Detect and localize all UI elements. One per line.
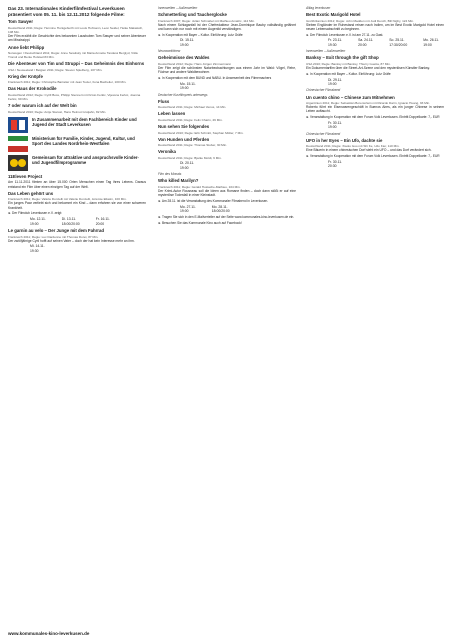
film-text: Ein junges Paar verliebt sich und bekommt ein Kind – dann erfahren sie von einer schweren Krankheit. bbox=[8, 201, 146, 210]
film-text: Roberto führt ein Eisenwarengeschäft in Buenos Aires, als ein junger Chinese in seinem Leben auftaucht. bbox=[306, 105, 444, 114]
film-meta: Frankreich 2011; Regie: Christophe Barratier mit Jean Texier, Ilona Bachelier, 100 Min. bbox=[8, 80, 127, 85]
city-logo-icon bbox=[8, 117, 28, 133]
film-meta: Deutschland 2012; Regie: Hans Jürgen Zimmermann bbox=[158, 62, 232, 67]
film-text: Der zwölfjährige Cyril hofft auf seinen Vater – doch der hat kein Interesse mehr an ihm. bbox=[8, 238, 135, 243]
date-item: Mo. 27.11. 19:00 bbox=[180, 204, 196, 213]
ministry-text: Ministerium für Familie, Kinder, Jugend, Kultur, und Sport des Landes Nordrhein-Westfalen bbox=[32, 135, 135, 146]
film-title: Banksy – Exit through the gift Shop bbox=[306, 55, 379, 61]
date-item: Mo. 28.11. 18:00/20:00 bbox=[211, 204, 230, 213]
film-meta: Frankreich 2011; Regie: Luc Dardenne mit Thomas Doret, 87 Min. bbox=[8, 234, 99, 239]
partner-logo-block bbox=[8, 117, 146, 133]
date-item: Mi. 14.11. 19:30 bbox=[30, 244, 45, 253]
column-right bbox=[306, 6, 444, 171]
bullet-note: ► In Kooperation mit Bayer – Kultur. Einführung: Lutz Gräfe bbox=[306, 71, 391, 76]
section-label: Film des Monats bbox=[158, 172, 182, 177]
column-left bbox=[8, 6, 146, 255]
bullet-note: ► Veranstaltung in Kooperation mit dem Forum Volk Leverkusen. Eintritt Doppelkarte: 7,- EUR bbox=[306, 115, 440, 120]
screening-dates bbox=[30, 217, 146, 226]
film-text: Der Film zeigt die schönsten Naturbeobachtungen aus einem Jahr im Wald: Vögel, Rehe, Füchse und andere Waldbewohner. bbox=[158, 66, 296, 75]
bullet-note: ► Tragen Sie sich in den E-Mailverteiler auf der Seite www.kommunales-kino-leverkusen.de ein. bbox=[158, 215, 295, 220]
date-item: Fr. 30.11. 19:00 bbox=[328, 120, 343, 130]
bullet-note: ► Am 28.11. ist die Veranstaltung des Kommunaler Filmabend in Leverkusen. bbox=[158, 198, 269, 203]
screening-dates bbox=[180, 161, 296, 170]
film-meta: Frankreich 2011; Regie: Gérald Hustache-Mathieu, 104 Min. bbox=[158, 184, 241, 189]
bullet-note: ► In Kooperation mit dem BUND und NABU. In Anwesenheit des Filmemachers bbox=[158, 76, 272, 81]
screening-dates bbox=[30, 244, 146, 253]
bullet-note: ► Besuchen Sie das Kommunale Kino auch auf Facebook! bbox=[158, 220, 242, 225]
film-title: Anne liebt Philipp bbox=[8, 44, 45, 50]
film-meta: Deutschland 2011; Regie: Bjarke Moldt, 9 Min. bbox=[158, 155, 222, 160]
film-text: Sieben Engländer im Ruhestand reisen nach Indien, um im Best Exotic Marigold Hotel einen neuen Lebensabschnitt zu beginnen. bbox=[306, 22, 444, 32]
section-label: Chinesischer Filmabend bbox=[306, 131, 341, 136]
film-text: Nach einem Schlaganfall ist der Chefredakteur Jean-Dominique Bauby vollständig gelähmt und kann sich nur noch mit einem Augenlid verständigen. bbox=[158, 22, 296, 32]
film-meta: Großbritannien 2012; Regie: John Madden mit Judi Dench, Bill Nighy, 124 Min. bbox=[306, 18, 414, 23]
bullet-note: ► Der Filmclub Leverkusen e.V. ist am 27.11. zu Gast. bbox=[306, 32, 384, 37]
date-item: Di. 15.11. 19:00 bbox=[180, 38, 195, 47]
film-title: Veronika bbox=[158, 149, 176, 155]
film-meta: Norwegen / Deutschland 2011; Regie: Anne Sewitsky mit Maria Annette Tanderø Berglyd, Vilde Tronsli und Bente Holstad 83 Min. bbox=[8, 51, 139, 60]
column-middle bbox=[158, 6, 296, 226]
section-label: Innenwelten – Außenwelten bbox=[158, 6, 198, 10]
screening-dates bbox=[180, 82, 296, 91]
film-program-icon bbox=[8, 155, 28, 171]
section-label: Chinesischer Filmabend bbox=[306, 88, 341, 93]
partner-text: In Zusammenarbeit mit dem Fachbereich Kinder und Jugend der Stadt Leverkusen bbox=[32, 116, 137, 127]
date-item: Mo. 26.11. 19:00 bbox=[423, 38, 439, 47]
film-title: Fluss bbox=[158, 98, 170, 104]
screening-dates bbox=[180, 205, 296, 214]
screening-dates bbox=[180, 38, 296, 47]
film-meta: Deutschland 2011; Regie: Thomas Stuber, 30 Min. bbox=[158, 143, 228, 148]
film-title: Nun sehen Sie folgendes bbox=[158, 123, 210, 129]
date-item: So. 25.11. 17:30/20:00 bbox=[389, 38, 408, 47]
film-title: Von Hunden und Pferden bbox=[158, 136, 210, 142]
screening-dates bbox=[328, 78, 444, 87]
date-item: Di. 29.11. 19:00 bbox=[328, 77, 343, 86]
film-title: 7 oder warum ich auf der Welt bin bbox=[8, 103, 77, 109]
film-title: Die Abenteuer von Tim und Struppi – Das Geheimnis des Einhorns bbox=[8, 61, 145, 67]
film-meta: Deutschland 2011; Regie: Michael Venus, 14 Min. bbox=[158, 105, 227, 110]
date-item: Di. 20.11. 19:00 bbox=[180, 161, 195, 170]
date-item: Di. 13.11. 18:00/20:00 bbox=[61, 217, 80, 226]
bullet-note: ► Veranstaltung in Kooperation mit dem Forum Volk Leverkusen. Eintritt Doppelkarte: 7,- EUR bbox=[306, 154, 440, 159]
bullet-note: ► In Kooperation mit Bayer – Kultur. Einführung: Lutz Gräfe bbox=[158, 32, 243, 37]
date-item: Sa. 24.11. 20:00 bbox=[358, 38, 374, 47]
date-item: Fr. 23.11. 19:30 bbox=[328, 38, 343, 47]
film-text: Eine Bäuerin in einem chinesischen Dorf sieht ein UFO – und das Dorf verändert sich. bbox=[306, 148, 432, 153]
film-text: Der Krimi-Autor Rousseau soll die Ideen aus Romane finden – doch dann stößt er auf eine mysteriöse Todesfall in einer Kleinstadt. bbox=[158, 188, 296, 198]
footer-url[interactable]: www.kommunales-kino-leverkusen.de bbox=[8, 631, 90, 637]
film-meta: Argentinien 2011; Regie: Sebastián Borensztein mit Ricardo Darín, Ignacio Huang, 93 Min. bbox=[306, 101, 431, 106]
section-label: Deutscher Kurzfilmpreis unterwegs bbox=[158, 92, 208, 97]
bullet-note: ► Der Filmclub Leverkusen e.V. zeigt: bbox=[8, 211, 63, 216]
date-item: Mo. 12.11. 19:00 bbox=[30, 217, 46, 226]
screening-dates bbox=[328, 121, 444, 130]
screening-dates bbox=[328, 38, 444, 47]
screening-dates bbox=[328, 160, 444, 169]
date-item: Mo. 15.11. 19:00 bbox=[180, 81, 196, 91]
film-title: UFO in her Eyes – Ein Ufo, dachte sie bbox=[306, 137, 383, 143]
film-meta: Deutschland 2011; Regie: Hermine Huntgeburth mit Louis Hofmann, Leon Seidel, Heike Makatsch, 108 Min. bbox=[8, 26, 144, 35]
film-title: Le garnin au velo – Der Junge mit dem Fahrrad bbox=[8, 227, 104, 233]
film-title: Schmetterling und Taucherglocke bbox=[158, 12, 227, 18]
date-item: Fr. 16.11. 20:00 bbox=[95, 217, 110, 226]
film-meta: Frankreich 2007; Regie: Julian Schnabel mit Mathieu Amalric, 112 Min. bbox=[158, 18, 255, 23]
film-title: Leben lassen bbox=[158, 111, 186, 117]
film-title: Das Leben gehört uns bbox=[8, 190, 54, 196]
film-meta: Deutschland 2010; Regie: Antje Starost, Hans Helmut Grotjahn, 82 Min. bbox=[8, 109, 107, 114]
project-text: Am 11.11.2011 filmten an über 15.000 Orten Menschen einen Tag ihres Lebens. Daraus entstand ein Film über einen einzigen Tag auf der Welt. bbox=[8, 180, 146, 189]
date-item: Fr. 30.11. 20:30 bbox=[328, 159, 343, 169]
film-meta: Frankreich 2011; Regie: Valérie Donzelli mit Valérie Donzelli, Jérémie Elkaïm, 100 Min. bbox=[8, 197, 127, 202]
film-meta: USA / Neuseeland / Belgien 2011; Regie: Steven Spielberg, 107 Min. bbox=[8, 67, 103, 72]
program-logo-block bbox=[8, 155, 146, 171]
program-text: Gemeinsam für attraktive und anspruchsvolle Kinder- und Jugendfilmprogramme bbox=[32, 154, 139, 165]
film-title: Das Haus der Krokodile bbox=[8, 86, 57, 92]
film-title: Krieg der Knöpfe bbox=[8, 73, 43, 79]
ministry-logo-block bbox=[8, 136, 146, 152]
film-meta: Deutschland 2012; Regie: Cyrill Boss, Philipp Stennert mit Kristo Ferkic, Vijessna Ferkic, Joanna Ferkic, 90 Min. bbox=[8, 93, 141, 102]
film-text: Ein Dokumentarfilm über die Street-Art-Szene und den mysteriösen Künstler Banksy. bbox=[306, 66, 430, 71]
film-meta: Deutschland 2011; Regie: Felix Charin, 29 Min. bbox=[158, 117, 223, 122]
film-title: Un cuento chino – Chinese zum Mitnehmen bbox=[306, 94, 395, 100]
film-meta: Deutschland 2010; Regie: Erik Schmitt, Stephan Müller, 7 Min. bbox=[158, 130, 244, 135]
section-label: Alltag leverkusen bbox=[306, 6, 331, 10]
page-header: Das 23. Internationales Kinderfilmfestival Leverkusen präsentiert vom 05. 11. bis 12.11.2012 folgende Filme: bbox=[8, 6, 125, 17]
nrw-logo-icon bbox=[8, 136, 28, 152]
film-text: Der Film erzählt die Geschichte des bekannten Lausbuben Tom Sawyer und seiner Abenteuer am Mississippi. bbox=[8, 34, 146, 43]
film-title: Who killed Marilyn? bbox=[158, 178, 199, 184]
film-title: Geheimnisse des Waldes bbox=[158, 55, 210, 61]
project-title: 11Eleven Project bbox=[8, 173, 43, 179]
film-title: Best Exotic Marigold Hotel bbox=[306, 12, 361, 18]
section-label: Neurowelt/drew bbox=[158, 49, 181, 54]
film-meta: Deutschland 2011; Regie: Xiaolu Guo mit Shi Ke, Udo Kier, 110 Min. bbox=[306, 144, 400, 149]
section-label: Innenwelten – Außenwelten bbox=[306, 49, 346, 54]
film-title: Tom Sawyer bbox=[8, 19, 33, 25]
film-meta: USA 2010; Regie: Banksy mit Banksy, Thierry Guetta, 87 Min. bbox=[306, 62, 391, 67]
